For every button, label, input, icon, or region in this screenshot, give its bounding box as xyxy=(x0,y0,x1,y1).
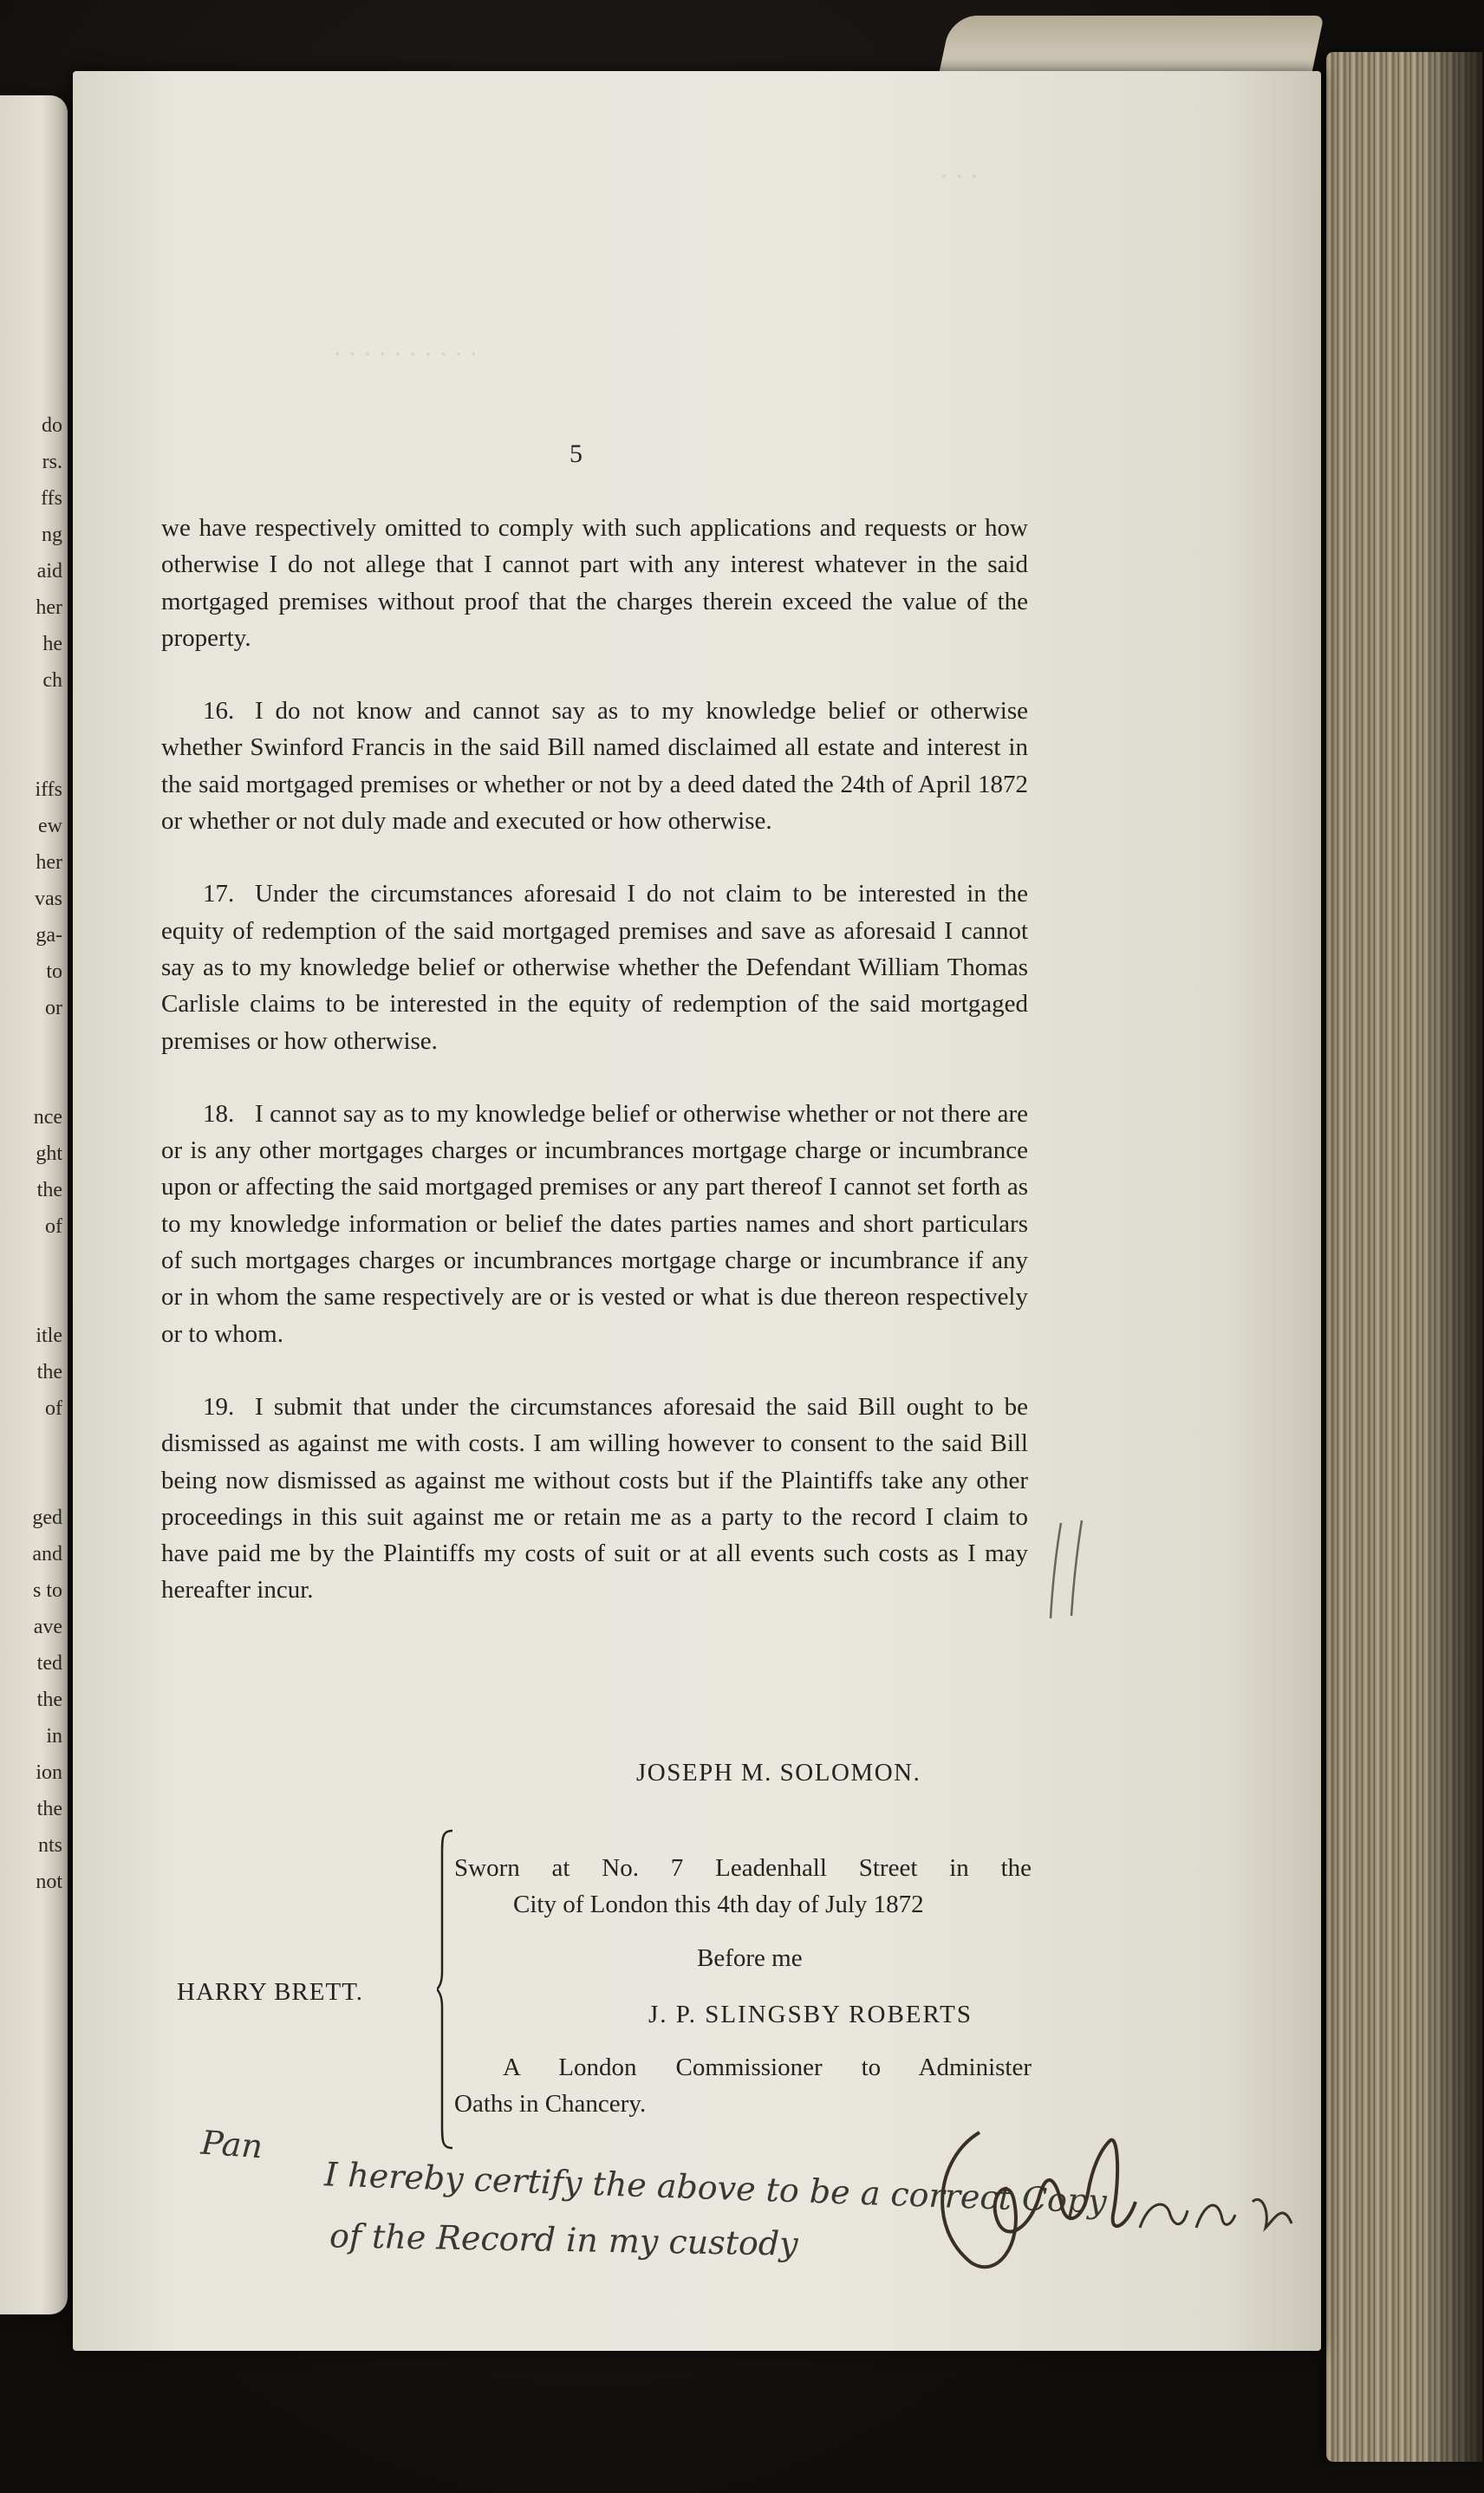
left-page-fragment: ga- xyxy=(36,924,62,947)
left-page-fragment: rs. xyxy=(42,451,62,473)
left-page-fragment: ted xyxy=(36,1652,62,1675)
paragraph-text: I submit that under the circumstances aforesaid the said Bill ought to be dismissed as against me with costs. I am willing however to consent to the said Bill being now dismissed as against me without costs but if the Plaintiffs take any other proceedings in this suit against me or retain me as a party to the record I claim to have paid me by the Plaintiffs my costs of suit or at all events such costs as I may hereafter incur. xyxy=(161,1392,1028,1605)
document-page xyxy=(73,71,1321,2351)
left-page-fragment: of xyxy=(45,1215,62,1238)
left-page-fragment: or xyxy=(45,997,62,1019)
faint-bleed-through: · · · xyxy=(940,162,979,191)
jurat-line-1: Sworn at No. 7 Leadenhall Street in the xyxy=(454,1854,1032,1882)
left-page-fragment: ng xyxy=(42,524,62,546)
left-page-fragment: the xyxy=(36,1798,62,1820)
left-page-fragment: the xyxy=(36,1361,62,1383)
paragraph-16 xyxy=(161,693,1028,839)
left-page-fragment xyxy=(2,1026,62,1063)
left-page-fragment: ffs xyxy=(41,487,62,510)
left-page-fragment xyxy=(2,699,62,735)
left-page-fragment: in xyxy=(46,1725,62,1748)
margin-double-stroke-mark xyxy=(1044,1519,1096,1623)
left-page-fragment: ch xyxy=(42,669,62,692)
signature-text: Clerk CR LD xyxy=(1144,2227,1155,2229)
left-page-fragment: the xyxy=(36,1689,62,1711)
left-page-fragment xyxy=(2,1427,62,1463)
left-page-fragment: ged xyxy=(32,1507,62,1529)
paragraph-number: 17. xyxy=(203,880,235,908)
left-page-fragment: her xyxy=(36,596,62,619)
left-page-fragment: ew xyxy=(38,815,62,837)
faint-bleed-through: · · · · · · · · · · xyxy=(333,340,478,368)
book-page-edges xyxy=(1326,52,1482,2462)
handwritten-certification-line-1: I hereby certify the above to be a correct Copy xyxy=(323,2155,1108,2221)
commissioner-name: J. P. SLINGSBY ROBERTS xyxy=(648,2001,973,2028)
left-page-fragment: and xyxy=(32,1543,62,1565)
paragraph-continued xyxy=(161,510,1028,656)
handwritten-certification-line-2: of the Record in my custody xyxy=(329,2216,798,2263)
left-page-fragment: ave xyxy=(33,1616,62,1638)
left-page-fragment: ght xyxy=(36,1142,62,1165)
left-page-fragment xyxy=(2,735,62,771)
paragraph-text: I cannot say as to my knowledge belief or otherwise whether or not there are or is any other mortgages charges or incumbrances mortgage charge or incumbrance upon or affecting the said mortgaged premises or any part thereof I cannot set forth as to my knowledge information or belief the dates parties names and short particulars of such mortgages charges or incumbrances mortgage charge or incumbrance if any or in whom the same respectively are or is vested or what is due thereon respectively or to whom. xyxy=(161,1099,1028,1348)
left-page-fragment: iffs xyxy=(35,778,62,801)
jurat-brace xyxy=(437,1829,456,2150)
left-page-fragment: itle xyxy=(36,1325,62,1347)
deponent-name: JOSEPH M. SOLOMON. xyxy=(636,1759,921,1787)
left-page-fragment: ion xyxy=(36,1761,62,1784)
left-page-fragment: aid xyxy=(36,560,62,583)
torn-page-corner xyxy=(939,16,1325,76)
handwritten-signature xyxy=(919,2098,1326,2280)
left-page-fragment: nce xyxy=(33,1106,62,1129)
left-page-fragment: not xyxy=(36,1871,62,1893)
left-page-fragment xyxy=(2,1281,62,1318)
jurat-line-2: City of London this 4th day of July 1872 xyxy=(513,1891,924,1918)
left-page-text-fragments xyxy=(2,407,62,1900)
jurat-line-5: A London Commissioner to Administer xyxy=(503,2054,1032,2081)
paragraph-number: 18. xyxy=(203,1099,235,1128)
witness-name: HARRY BRETT. xyxy=(177,1978,364,2006)
left-page-fragment xyxy=(2,1063,62,1099)
jurat-line-6: Oaths in Chancery. xyxy=(454,2090,647,2118)
left-page-fragment xyxy=(2,1463,62,1500)
left-page-fragment: s to xyxy=(32,1579,62,1602)
paragraph-number: 19. xyxy=(203,1392,235,1421)
left-page-fragment: the xyxy=(36,1179,62,1201)
left-page-fragment: of xyxy=(45,1397,62,1420)
paragraph-text: I do not know and cannot say as to my knowledge belief or otherwise whether Swinford Francis in the said Bill named disclaimed all estate and interest in the said mortgaged premises or whether or not by a deed dated the 24th of April 1872 or whether or not duly made and executed or how otherwise. xyxy=(161,697,1028,836)
paragraph-17 xyxy=(161,875,1028,1058)
left-page-fragment: he xyxy=(42,633,62,655)
paragraph-19 xyxy=(161,1389,1028,1609)
left-page-fragment: vas xyxy=(35,888,62,910)
paragraph-number: 16. xyxy=(203,697,235,726)
left-page-fragment xyxy=(2,1245,62,1281)
paragraph-text: Under the circumstances aforesaid I do not claim to be interested in the equity of redemption of the said mortgaged premises and save as aforesaid I cannot say as to my knowledge belief or otherwise whether the Defendant William Thomas Carlisle claims to be interested in the equity of redemption of the said mortgaged premises or how otherwise. xyxy=(161,880,1028,1055)
left-page-fragment: to xyxy=(46,960,62,983)
paragraph-18 xyxy=(161,1096,1028,1352)
left-page-fragment: her xyxy=(36,851,62,874)
page-number: 5 xyxy=(570,439,583,468)
jurat-line-3: Before me xyxy=(697,1944,803,1972)
paragraph-text: we have respectively omitted to comply with such applications and requests or how otherwise I do not allege that I cannot part with any interest whatever in the said mortgaged premises without proof that the charges therein exceed the value of the property. xyxy=(161,514,1028,652)
left-page-fragment: do xyxy=(42,414,62,437)
handwritten-mark: Pan xyxy=(199,2123,264,2166)
left-facing-page xyxy=(0,95,68,2314)
left-page-fragment: nts xyxy=(37,1834,62,1857)
affidavit-body xyxy=(161,510,1028,1645)
jurat-block xyxy=(454,1850,1032,2122)
